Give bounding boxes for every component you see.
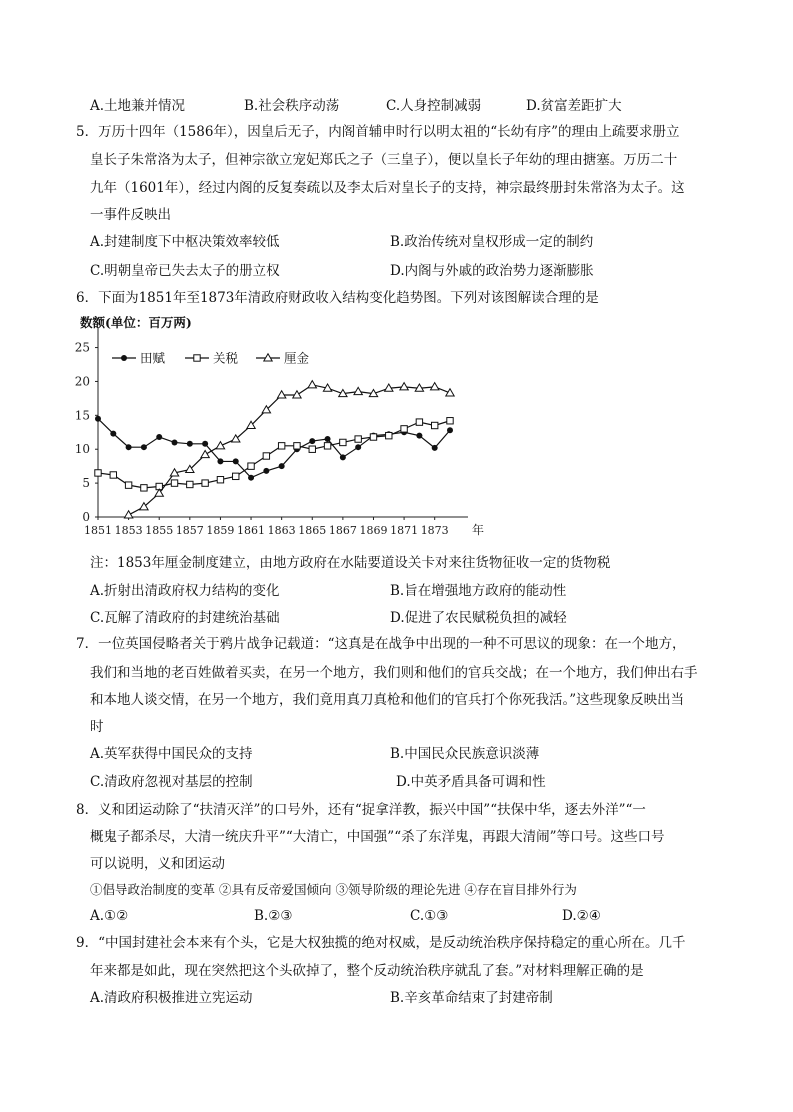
q5-stem-line-2: 皇长子朱常洛为太子，但神宗欲立宠妃郑氏之子（三皇子），便以皇长子年幼的理由搪塞。万历二十: [90, 152, 678, 168]
series-0-point: [263, 468, 269, 474]
series-1-point: [431, 422, 437, 428]
q4-option-d: D.贫富差距扩大: [526, 98, 622, 114]
series-2-point: [216, 442, 224, 449]
x-axis-label: 年: [472, 523, 485, 537]
q9-option-b: B.辛亥革命结束了封建帝制: [390, 990, 553, 1006]
y-axis-label: 数额(单位：百万两): [80, 315, 192, 330]
x-tick-label: 1859: [206, 524, 235, 537]
series-line-1: [98, 421, 450, 488]
series-0-point: [416, 433, 422, 439]
series-1-point: [309, 446, 315, 452]
series-1-point: [294, 443, 300, 449]
series-0-point: [355, 444, 361, 450]
series-0-point: [447, 427, 453, 433]
series-1-point: [248, 463, 254, 469]
q5-option-b: B.政治传统对皇权形成一定的制约: [390, 234, 594, 250]
q4-option-a: A.土地兼并情况: [90, 98, 186, 114]
series-1-point: [202, 480, 208, 486]
series-0-point: [248, 475, 254, 481]
x-tick-label: 1855: [145, 524, 174, 537]
legend-marker-2: [264, 354, 272, 361]
series-1-point: [263, 453, 269, 459]
q6-option-d: D.促进了农民赋税负担的减轻: [390, 610, 567, 626]
x-tick-label: 1851: [84, 524, 112, 537]
q5-option-d: D.内阁与外戚的政治势力逐渐膨胀: [390, 263, 594, 279]
q7-stem-line-1: 7．一位英国侵略者关于鸦片战争记载道：“这真是在战争中出现的一种不可思议的现象：在一个地方，: [76, 636, 686, 652]
series-1-point: [370, 434, 376, 440]
x-tick-label: 1863: [267, 524, 296, 537]
y-tick-label: 10: [74, 442, 90, 457]
q9-stem-line-1: 9．“中国封建社会本来有个头，它是大权独揽的绝对权威，是反动统治秩序保持稳定的重心所在。几千: [76, 935, 686, 951]
q7-stem-line-2: 我们和当地的老百姓做着买卖，在另一个地方，我们则和他们的官兵交战；在一个地方，我们伸出右手: [90, 665, 698, 681]
q7-option-b: B.中国民众民族意识淡薄: [390, 746, 540, 762]
series-1-point: [386, 432, 392, 438]
series-0-point: [309, 438, 315, 444]
q4-option-b: B.社会秩序动荡: [244, 98, 340, 114]
series-0-point: [217, 458, 223, 464]
series-0-point: [141, 444, 147, 450]
q8-option-a: A.①②: [90, 908, 129, 924]
series-2-point: [400, 383, 408, 390]
series-2-point: [201, 450, 209, 457]
series-0-point: [202, 441, 208, 447]
series-2-point: [293, 391, 301, 398]
q5-option-c: C.明朝皇帝已失去太子的册立权: [90, 263, 280, 279]
q6-note: 注：1853年厘金制度建立，由地方政府在水陆要道设关卡对来往货物征收一定的货物税: [90, 555, 611, 571]
q7-stem-line-4: 时: [90, 719, 104, 735]
series-0-point: [432, 445, 438, 451]
series-1-point: [355, 436, 361, 442]
y-tick-label: 25: [74, 340, 90, 355]
series-1-point: [278, 443, 284, 449]
q8-option-d: D.②④: [562, 908, 601, 924]
y-tick-label: 15: [74, 408, 90, 423]
series-1-point: [401, 426, 407, 432]
legend-marker-1: [194, 355, 200, 361]
series-line-2: [129, 385, 450, 515]
legend-label-0: 田赋: [140, 350, 166, 366]
series-0-point: [156, 434, 162, 440]
fiscal-revenue-chart: [60, 312, 500, 540]
series-1-point: [324, 443, 330, 449]
q8-stem-line-2: 概鬼子都杀尽，大清一统庆升平”“大清亡，中国强”“杀了东洋鬼，再跟大清闹”等口号。这些口号: [90, 829, 665, 845]
q4-option-c: C.人身控制减弱: [386, 98, 482, 114]
q8-stem-line-3: 可以说明，义和团运动: [90, 856, 225, 872]
q9-stem-line-2: 年来都是如此，现在突然把这个头砍掉了，整个反动统治秩序就乱了套。”对材料理解正确的是: [90, 963, 644, 979]
q7-option-a: A.英军获得中国民众的支持: [90, 746, 253, 762]
series-2-point: [308, 381, 316, 388]
x-tick-label: 1853: [114, 524, 143, 537]
series-1-point: [233, 473, 239, 479]
y-tick-label: 0: [82, 510, 90, 524]
y-tick-label: 5: [82, 476, 90, 491]
series-1-point: [125, 482, 131, 488]
series-1-point: [416, 419, 422, 425]
series-2-point: [277, 391, 285, 398]
series-1-point: [447, 418, 453, 424]
x-tick-label: 1857: [175, 524, 204, 537]
x-tick-label: 1861: [237, 524, 266, 537]
q8-stem-line-1: 8．义和团运动除了“扶清灭洋”的口号外，还有“捉拿洋教，振兴中国”“扶保中华，逐去外洋”“一: [76, 802, 646, 818]
series-0-point: [279, 463, 285, 469]
q8-statements: ①倡导政治制度的变革 ②具有反帝爱国倾向 ③领导阶级的理论先进 ④存在盲目排外行为: [90, 882, 577, 897]
q6-stem: 6．下面为1851年至1873年清政府财政收入结构变化趋势图。下列对该图解读合理的是: [76, 290, 599, 306]
series-1-point: [141, 485, 147, 491]
legend-label-2: 厘金: [284, 350, 310, 366]
chart-legend: [112, 351, 310, 366]
series-0-point: [325, 436, 331, 442]
x-tick-label: 1869: [359, 524, 388, 537]
series-2-point: [430, 383, 438, 390]
series-0-point: [187, 441, 193, 447]
series-line-0: [98, 419, 450, 478]
q6-option-b: B.旨在增强地方政府的能动性: [390, 583, 567, 599]
series-0-point: [233, 458, 239, 464]
x-tick-label: 1865: [298, 524, 327, 537]
series-0-point: [126, 444, 132, 450]
series-0-point: [110, 431, 116, 437]
series-1-point: [95, 470, 101, 476]
series-2-point: [354, 387, 362, 394]
series-0-point: [340, 454, 346, 460]
series-1-point: [217, 477, 223, 483]
q5-stem-line-3: 九年（1601年），经过内阁的反复奏疏以及李太后对皇长子的支持，神宗最终册封朱常洛为太子。这: [90, 180, 685, 196]
x-tick-label: 1873: [420, 524, 449, 537]
series-2-point: [124, 511, 132, 518]
x-tick-label: 1871: [390, 524, 419, 537]
series-0-point: [172, 439, 178, 445]
q6-option-a: A.折射出清政府权力结构的变化: [90, 583, 280, 599]
q7-option-d: D.中英矛盾具备可调和性: [396, 774, 546, 790]
series-1-point: [187, 481, 193, 487]
q8-option-b: B.②③: [254, 908, 293, 924]
q6-option-c: C.瓦解了清政府的封建统治基础: [90, 610, 280, 626]
series-0-point: [95, 416, 101, 422]
q5-option-a: A.封建制度下中枢决策效率较低: [90, 234, 280, 250]
q7-option-c: C.清政府忽视对基层的控制: [90, 774, 253, 790]
q7-stem-line-3: 和本地人谈交情，在另一个地方，我们竟用真刀真枪和他们的官兵打个你死我活。”这些现象反映出当: [90, 692, 685, 708]
legend-label-1: 关税: [213, 350, 239, 366]
x-tick-label: 1867: [328, 524, 357, 537]
series-1-point: [340, 439, 346, 445]
y-tick-label: 20: [74, 374, 90, 389]
q9-option-a: A.清政府积极推进立宪运动: [90, 990, 253, 1006]
chart-series: [95, 381, 454, 518]
chart-axes: [75, 315, 484, 537]
q5-stem-line-4: 一事件反映出: [90, 207, 171, 223]
legend-marker-0: [121, 355, 127, 361]
series-1-point: [110, 472, 116, 478]
q8-option-c: C.①③: [410, 908, 449, 924]
q5-stem-line-1: 5．万历十四年（1586年），因皇后无子，内阁首辅申时行以明太祖的“长幼有序”的理由上疏要求册立: [76, 124, 680, 140]
series-1-point: [171, 480, 177, 486]
